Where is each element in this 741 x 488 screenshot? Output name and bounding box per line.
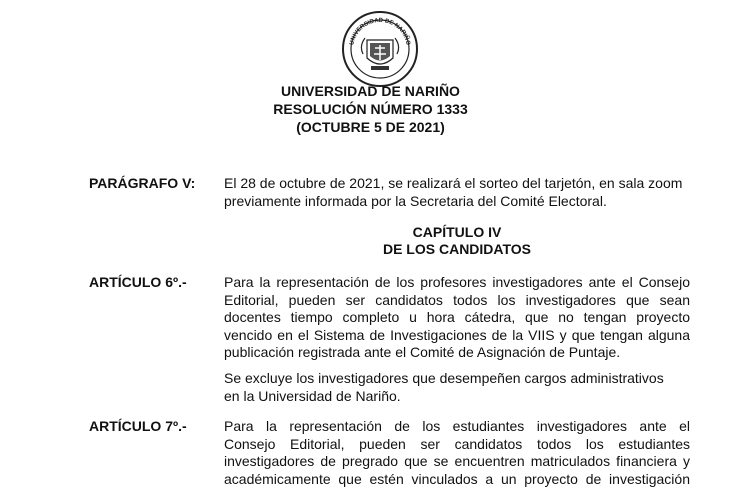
paragrafo-line: El 28 de octubre de 2021, se realizará el sorteo del tarjetón, en sala zoom xyxy=(224,175,690,193)
articulo7-line: académicamente que estén vinculados a un proyecto de investigación xyxy=(224,471,690,488)
articulo6-line: Para la representación de los profesores investigadores ante el Consejo xyxy=(224,274,690,292)
university-seal xyxy=(341,10,419,88)
articulo7-line: Consejo Editorial, pueden ser candidatos todos los estudiantes xyxy=(224,436,690,454)
articulo6-line: en la Universidad de Nariño. xyxy=(224,388,690,406)
articulo6-label: ARTÍCULO 6º.- xyxy=(89,274,187,291)
articulo6-line: Se excluye los investigadores que desempeñen cargos administrativos xyxy=(224,370,690,388)
articulo6-line: publicación registrada ante el Comité de Asignación de Puntaje. xyxy=(224,344,690,362)
articulo6-line: vencido en el Sistema de Investigaciones de la VIIS y que tengan alguna xyxy=(224,327,690,345)
seal-ring-text: UNIVERSIDAD DE NARIÑO xyxy=(349,18,411,46)
paragrafo-label: PARÁGRAFO V: xyxy=(89,175,195,192)
articulo6-text xyxy=(224,274,690,362)
paragrafo-text xyxy=(224,175,690,210)
articulo7-text xyxy=(224,418,690,488)
chapter-title: DE LOS CANDIDATOS xyxy=(224,241,690,258)
articulo6-line: docentes tiempo completo u hora cátedra, que no tengan proyecto xyxy=(224,309,690,327)
resolution-date: (OCTUBRE 5 DE 2021) xyxy=(0,119,741,136)
university-name: UNIVERSIDAD DE NARIÑO xyxy=(0,83,741,100)
articulo7-line: Para la representación de los estudiantes investigadores ante el xyxy=(224,418,690,436)
articulo6-line: Editorial, pueden ser candidatos todos los investigadores que sean xyxy=(224,292,690,310)
articulo6-text-2 xyxy=(224,370,690,405)
paragrafo-line: previamente informada por la Secretaria del Comité Electoral. xyxy=(224,193,690,211)
svg-text:UNIVERSIDAD DE NARIÑO xyxy=(349,18,411,46)
articulo7-label: ARTÍCULO 7º.- xyxy=(89,418,187,435)
articulo7-line: investigadores de pregrado que se encuentren matriculados financiera y xyxy=(224,453,690,471)
resolution-number: RESOLUCIÓN NÚMERO 1333 xyxy=(0,101,741,118)
chapter-number: CAPÍTULO IV xyxy=(224,224,690,241)
